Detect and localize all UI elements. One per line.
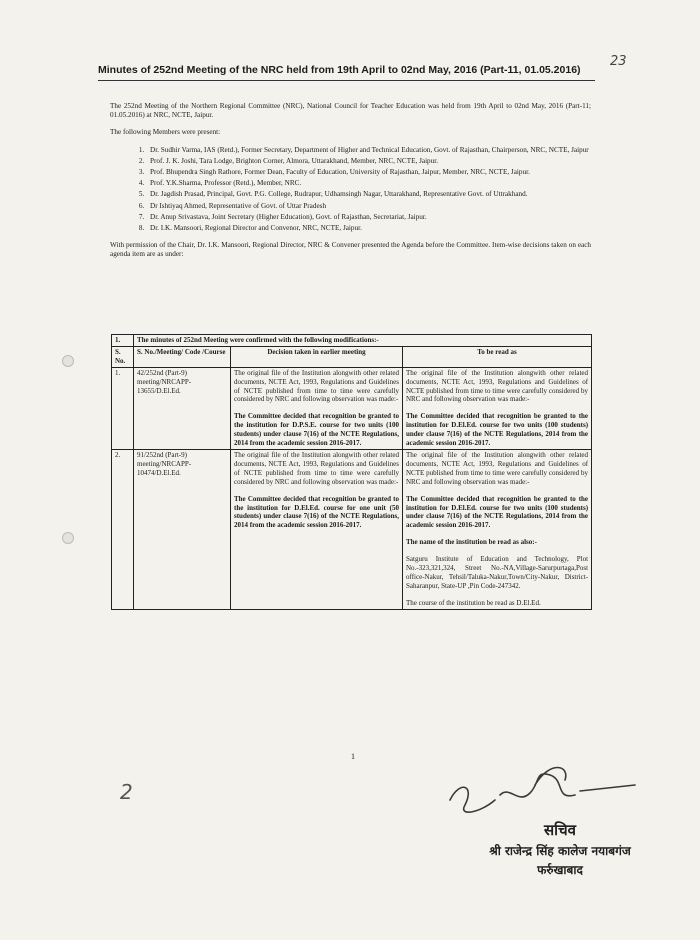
title-rule: [98, 80, 595, 81]
earlier-decision: The Committee decided that recognition be granted to the institution for D.El.Ed. course for one unit (50 students) under clause 7(16) of the NCTE Regulations, 2014 from the academic session 2016-2017.: [234, 494, 399, 530]
earlier-text: The original file of the Institution alongwith other related documents, NCTE Act, 1993, Regulations and Guidelines of NCTE published from time to time were carefully considered by NRC and following observation was made:-: [234, 450, 399, 486]
row-code: 42/252nd (Part-9) meeting/NRCAPP-13655/D.El.Ed.: [134, 367, 231, 449]
member-item: 5. Dr. Jagdish Prasad, Principal, Govt. P.G. College, Rudrapur, Udhamsingh Nagar, Uttarakhand, Representative Govt. of Uttrakhand.: [146, 190, 591, 199]
stamp-line-secretary: सचिव: [544, 821, 576, 839]
member-item: 1. Dr. Sudhir Varma, IAS (Retd.), Former Secretary, Department of Higher and Technical Education, Govt. of Rajasthan, Chairperson, NRC, NCTE, Jaipur: [146, 146, 591, 155]
read-course: The course of the institution be read as D.El.Ed.: [406, 598, 541, 607]
read-text: The original file of the Institution alongwith other related documents, NCTE Act, 1993, Regulations and Guidelines of NCTE published from time to time were carefully considered by NRC and following observation was made:-: [406, 450, 589, 486]
earlier-decision: The Committee decided that recognition be granted to the institution for D.P.S.E. course for two units (100 students) under clause 7(16) of the NCTE Regulations, 2014 from the academic session 2016-2017.: [234, 412, 399, 448]
section-row: [112, 335, 592, 347]
row-earlier-cell: [231, 449, 403, 609]
read-decision: The Committee decided that recognition be granted to the institution for D.El.Ed. course for two units (100 students) under clause 7(16) of the NCTE Regulations, 2014 from the academic session 2016-2017.: [406, 412, 589, 448]
table-header-row: [112, 346, 592, 367]
member-item: 4. Prof. Y.K.Sharma, Professor (Retd.), Member, NRC.: [146, 179, 591, 188]
intro-paragraph: The 252nd Meeting of the Northern Regional Committee (NRC), National Council for Teacher Education was held from 19th April to 02nd May, 2016 (Part-11; 01.05.2016) at NRC, NCTE, Jaipur.: [110, 102, 591, 120]
row-sno: 1.: [112, 367, 134, 449]
member-item: 2. Prof. J. K. Joshi, Tara Lodge, Brighton Corner, Almora, Uttarakhand, Member, NRC, NCTE, Jaipur.: [146, 157, 591, 166]
punch-hole: [62, 532, 74, 544]
decisions-table: [111, 334, 592, 610]
read-name-label: The name of the institution be read as also:-: [406, 538, 537, 547]
table-row: [112, 367, 592, 449]
member-item: 6. Dr Ishtiyaq Ahmed, Representative of Govt. of Uttar Pradesh: [146, 202, 591, 211]
header-to-be-read: To be read as: [403, 346, 592, 367]
table-row: [112, 449, 592, 609]
permission-paragraph: With permission of the Chair, Dr. I.K. Mansoori, Regional Director, NRC & Convener presented the Agenda before the Committee. Item-wise decisions taken on each agenda item are as under:: [110, 241, 591, 259]
row-read-cell: [403, 367, 592, 449]
section-title: The minutes of 252nd Meeting were confirmed with the following modifications:-: [134, 335, 592, 347]
section-number: 1.: [112, 335, 134, 347]
read-text: The original file of the Institution alongwith other related documents, NCTE Act, 1993, Regulations and Guidelines of NCTE published from time to time were carefully considered by NRC and following observation was made:-: [406, 368, 589, 404]
member-item: 7. Dr. Anup Srivastava, Joint Secretary (Higher Education), Govt. of Rajasthan, Secretariat, Jaipur.: [146, 213, 591, 222]
document-title: Minutes of 252nd Meeting of the NRC held from 19th April to 02nd May, 2016 (Part-11, 01.05.2016): [98, 64, 581, 76]
header-earlier-decision: Decision taken in earlier meeting: [231, 346, 403, 367]
row-earlier-cell: [231, 367, 403, 449]
footer-page-number: 1: [351, 752, 355, 761]
member-item: 3. Prof. Bhupendra Singh Rathore, Former Dean, Faculty of Education, University of Rajasthan, Jaipur, Member, NRC, NCTE, Jaipur.: [146, 168, 591, 177]
document-body: [110, 102, 591, 268]
member-item: 8. Dr. I.K. Mansoori, Regional Director and Convenor, NRC, NCTE, Jaipur.: [146, 224, 591, 233]
signature-scribble: [440, 755, 640, 825]
stamp-line-city: फर्रुखाबाद: [537, 863, 583, 877]
handwritten-note: 2: [120, 780, 133, 804]
members-list: [110, 146, 591, 234]
row-code: 91/252nd (Part-9) meeting/NRCAPP-10474/D.El.Ed.: [134, 449, 231, 609]
row-read-cell: [403, 449, 592, 609]
read-decision: The Committee decided that recognition be granted to the institution for D.El.Ed. course for two units (100 students) under clause 7(16) of the NCTE Regulations, 2014 from the academic session 2016-2017.: [406, 494, 589, 530]
row-sno: 2.: [112, 449, 134, 609]
members-intro: The following Members were present:: [110, 128, 221, 137]
read-name-value: Satguru Institute of Education and Technology, Plot No.-323,321,324, Street No.-NA,Village-Sarurpurtaga,Post office-Nakur, Tehsil/Taluka-Nakur,Town/City-Nakur, District-Saharanpur, State-UP ,Pin Code-247342.: [406, 555, 589, 590]
stamp-line-college: श्री राजेन्द्र सिंह कालेज नयाबगंज: [489, 844, 631, 858]
header-code: S. No./Meeting/ Code /Course: [134, 346, 231, 367]
punch-hole: [62, 355, 74, 367]
header-sno: S. No.: [112, 346, 134, 367]
college-stamp: [450, 820, 670, 878]
handwritten-page-number: 23: [610, 54, 627, 69]
earlier-text: The original file of the Institution alongwith other related documents, NCTE Act, 1993, Regulations and Guidelines of NCTE published from time to time were carefully considered by NRC and following observation was made:-: [234, 368, 399, 404]
